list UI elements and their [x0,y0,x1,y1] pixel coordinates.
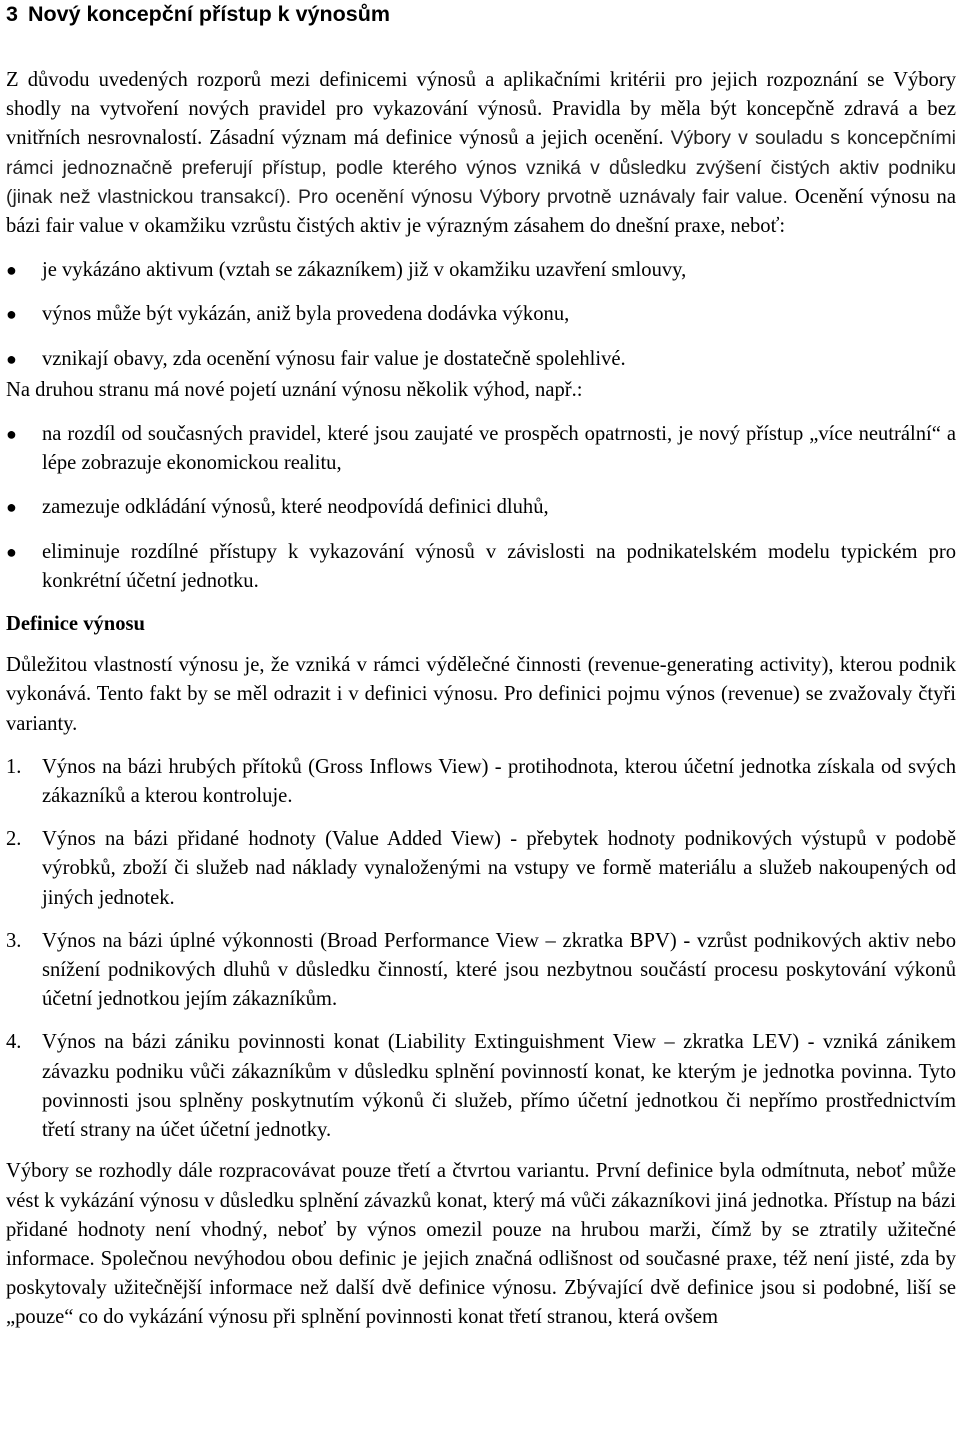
advantage-text: eliminuje rozdílné přístupy k vykazování výnosů v závislosti na podnikatelském modelu typickém pro konkrétní účetní jednotku. [42,540,956,592]
advantage-text: zamezuje odkládání výnosů, které neodpovídá definici dluhů, [42,496,549,519]
section-heading [6,0,956,32]
variant-number: 1. [6,755,22,778]
bullet-icon: ● [6,260,17,281]
concerns-list [6,256,956,374]
document-page [6,0,956,1333]
subheading: Definice výnosu [6,613,146,636]
intro-part-1: Z důvodu uvedených rozporů mezi definicemi výnosů a aplikačními kritérii pro jejich rozpoznání se Výbory shodly na vytvoření nových pravidel pro vykazování výnosů. Pravidla by měla být koncepčně zdravá a bez vnitřních nesrovnalostí. Zásadní význam má definice výnosů a jejich ocenění. [6,69,956,150]
concern-text: výnos může být vykázán, aniž byla provedena dodávka výkonu, [42,303,570,326]
intro-part-2: Výbory v souladu s koncepčními rámci jednoznačně preferují přístup, podle kterého výnos vzniká v důsledku zvýšení čistých aktiv podniku (jinak než vlastnickou transakcí). Pro ocenění výnosu Výbory prvotně uznávaly fair value. [6,127,956,208]
bullet-icon: ● [6,497,17,518]
variant-text: Výnos na bázi přidané hodnoty (Value Added View) - přebytek hodnoty podnikových výstupů v podobě výrobků, zboží či služeb nad náklady vynaloženými na vstupy ve formě materiálu a služeb nakoupených od jiných jednotek. [42,828,956,909]
variant-text: Výnos na bázi zániku povinnosti konat (Liability Extinguishment View – zkratka LEV) - vzniká zánikem závazku podniku vůči zákazníkům v důsledku splnění povinností konat, ke kterým je jednotka povinna. Tyto povinnosti jsou splněny poskytnutím výkonů či služeb, přímo účetní jednotkou či nepřímo prostřednictvím třetí strany na účet účetní jednotky. [42,1031,956,1142]
list-item [6,538,956,596]
list-item [6,493,956,522]
variant-text: Výnos na bázi hrubých přítoků (Gross Inflows View) - protihodnota, kterou účetní jednotka získala od svých zákazníků a kterou kontroluje. [42,755,956,808]
bullet-icon: ● [6,304,17,325]
list-item [6,420,956,478]
list-item [6,300,956,329]
definition-intro: Důležitou vlastností výnosu je, že vzniká v rámci výdělečné činnosti (revenue-generating activity), kterou podnik vykonává. Tento fakt by se měl odrazit i v definici výnosu. Pro definici pojmu výnos (revenue) se zvažovaly čtyři varianty. [6,654,956,735]
variant-number: 3. [6,929,22,952]
advantage-text: na rozdíl od současných pravidel, které jsou zaujaté ve prospěch opatrnosti, je nový přístup „více neutrální“ a lépe zobrazuje ekonomickou realitu, [42,423,956,475]
variant-number: 4. [6,1031,22,1054]
intro-paragraph [6,66,956,241]
list-item [6,753,956,811]
list-item [6,927,956,1015]
concern-text: vznikají obavy, zda ocenění výnosu fair value je dostatečně spolehlivé. [42,347,626,370]
conclusion-paragraph: Výbory se rozhodly dále rozpracovávat pouze třetí a čtvrtou variantu. První definice byla odmítnuta, neboť může vést k vykázání výnosu v důsledku splnění závazků konat, který má vůči zákazníkovi jiná jednotka. Přístup na bázi přidané hodnoty není vhodný, neboť by výnos omezil pouze na hrubou marži, čímž by se ztratily užitečné informace. Společnou nevýhodou obou definic je jejich značná odlišnost od současné praxe, též není jisté, zda by poskytovaly užitečnější informace než další dvě definice výnosu. Zbývající dvě definice jsou si podobné, liší se „pouze“ co do vykázání výnosu při splnění povinnosti konat třetí stranou, která ovšem [6,1160,956,1329]
list-item [6,345,956,374]
advantages-list [6,420,956,596]
bullet-icon: ● [6,424,17,445]
advantages-intro: Na druhou stranu má nové pojetí uznání výnosu několik výhod, např.: [6,378,583,401]
section-title: Nový koncepční přístup k výnosům [28,2,391,26]
concern-text: je vykázáno aktivum (vztah se zákazníkem) již v okamžiku uzavření smlouvy, [42,259,687,282]
intro-part-3: Ocenění výnosu na bázi fair value v okamžiku vzrůstu čistých aktiv je výrazným zásahem do dnešní praxe, neboť: [6,185,956,238]
variants-list [6,753,956,1145]
list-item [6,1028,956,1145]
variant-number: 2. [6,828,22,851]
bullet-icon: ● [6,348,17,369]
variant-text: Výnos na bázi úplné výkonnosti (Broad Performance View – zkratka BPV) - vzrůst podnikových aktiv nebo snížení podnikových dluhů v důsledku činností, které jsou nezbytnou součástí procesu poskytování výkonů účetní jednotkou jejím zákazníkům. [42,929,956,1011]
section-number: 3 [6,2,18,26]
list-item [6,256,956,285]
list-item [6,825,956,913]
bullet-icon: ● [6,541,17,562]
